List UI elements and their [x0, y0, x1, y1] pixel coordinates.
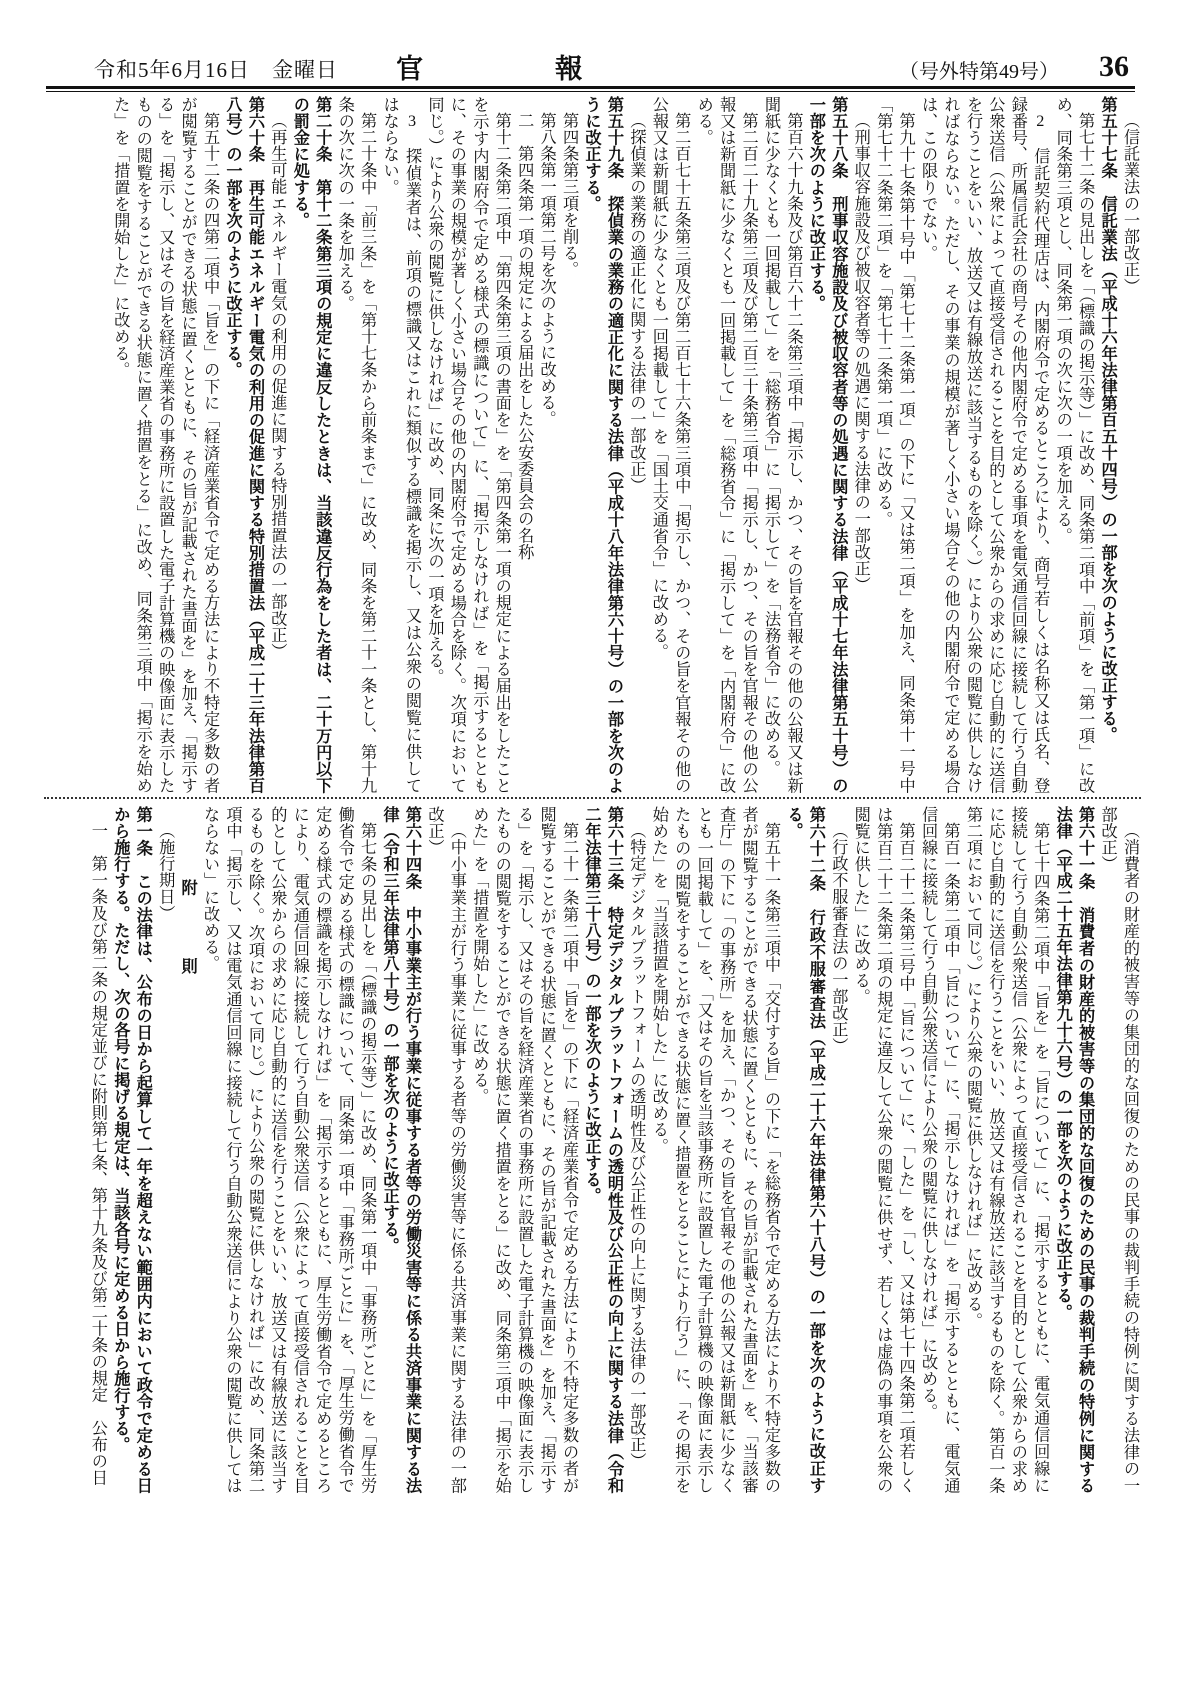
bottom-text-block	[44, 806, 1141, 1494]
bottom-paragraph: 第六十四条 中小事業主が行う事業に従事する者等の労働災害等に係る共済事業に関する法律（令和三年法律第八十号）の一部を次のように改正する。	[380, 806, 421, 1494]
bottom-paragraph: 第一条 この法律は、公布の日から起算して一年を超えない範囲内において政令で定める日から施行する。ただし、次の各号に掲げる規定は、当該各号に定める日から施行する。	[111, 806, 152, 1494]
bottom-paragraph: 第七十四条第二項中「旨を」を「旨について」に、「掲示するとともに、電気通信回線に接続して行う自動公衆送信（公衆によって直接受信されることを目的として公衆からの求めに応じ自動的に送信を行うことをいい、放送又は有線放送に該当するものを除く。第百一条第二項において同じ。）により公衆の閲覧に供しなければ」に改める。	[963, 806, 1050, 1494]
bottom-paragraph: （特定デジタルプラットフォームの透明性及び公正性の向上に関する法律の一部改正）	[627, 822, 646, 1470]
top-paragraph: （刑事収容施設及び被収容者等の処遇に関する法律の一部改正）	[851, 112, 870, 594]
top-paragraph: 第二百二十九条第三項及び第二百三十条第三項中「掲示し、かつ、その旨を官報その他の公報又は新聞紙に少なくとも一回掲載して」を「総務省令」に「掲示して」を「内閣府令」に改める。	[694, 96, 758, 794]
section-divider	[44, 797, 1141, 799]
bottom-paragraph: 第百一条第二項中「旨について」に、「掲示しなければ」を「掲示するとともに、電気通信回線に接続して行う自動公衆送信により公衆の閲覧に供しなければ」に改める。	[919, 806, 960, 1494]
top-paragraph: （探偵業の業務の適正化に関する法律の一部改正）	[627, 112, 646, 494]
top-paragraph: 第五十二条の四第二項中「旨を」の下に「経済産業省令で定める方法により不特定多数の者が閲覧することができる状態に置くとともに、その旨が記載された書面を」を加え、「掲示する」を「掲示し、又はその旨を経済産業省の事務所に設置した電子計算機の映像面に表示したものの閲覧をすることができる状態に置く措置をとる」に改め、同条第三項中「掲示を始めた」を「措置を開始した」に改める。	[111, 96, 220, 794]
bottom-paragraph: 一 第一条及び第二条の規定並びに附則第七条、第十九条及び第二十条の規定 公布の日	[88, 822, 107, 1487]
bottom-paragraph: 第六十二条 行政不服審査法（平成二十六年法律第六十八号）の一部を次のように改正する。	[784, 806, 825, 1494]
top-paragraph: 第八条第一項第二号を次のように改める。	[537, 112, 556, 428]
top-paragraph: 第二十条 第十二条第三項の規定に違反したときは、当該違反行為をした者は、二十万円以下の罰金に処する。	[290, 96, 332, 794]
bottom-paragraph: 第二十一条第二項中「旨を」の下に「経済産業省令で定める方法により不特定多数の者が閲覧することができる状態に置くとともに、その旨が記載された書面を」を加え、「掲示する」を「掲示し、又はその旨を経済産業省の事務所に設置した電子計算機の映像面に表示したものの閲覧をすることができる状態に置く措置をとる」に改め、同条第三項中「掲示を始めた」を「措置を開始した」に改める。	[470, 806, 579, 1494]
top-text-block	[44, 96, 1141, 794]
top-paragraph: 2 信託契約代理店は、内閣府令で定めるところにより、商号若しくは名称又は氏名、登録番号、所属信託会社の商号その他内閣府令で定める事項を電気通信回線に接続して行う自動公衆送信（公衆によって直接受信されることを目的として公衆からの求めに応じ自動的に送信を行うことをいい、放送又は有線放送に該当するものを除く。）により公衆の閲覧に供しなければならない。ただし、その事業の規模が著しく小さい場合その他の内閣府令で定める場合は、この限りでない。	[919, 96, 1050, 794]
bottom-paragraph: 第六十一条 消費者の財産的被害等の集団的な回復のための民事の裁判手続の特例に関する法律（平成二十五年法律第九十六号）の一部を次のように改正する。	[1053, 806, 1095, 1494]
top-paragraph: 第五十九条 探偵業の業務の適正化に関する法律（平成十八年法律第六十号）の一部を次のように改正する。	[582, 96, 623, 794]
bottom-paragraph: 第七条の見出しを「（標識の掲示等）」に改め、同条第一項中「事務所ごとに」を「厚生労働省令で定める様式の標識について、同条第一項中「事務所ごとに」を、「厚生労働省令で定める様式の標識を掲示しなければ」を「掲示するとともに、厚生労働省令で定めるところにより、電気通信回線に接続して行う自動公衆送信（公衆によって直接受信されることを目的として公衆からの求めに応じ自動的に送信を行うことをいい、放送又は有線放送に該当するものを除く。次項において同じ。）により公衆の閲覧に供しなければ」に改め、同条第二項中「掲示し、又は電気通信回線に接続して行う自動公衆送信により公衆の閲覧に供してはならない」に改める。	[201, 806, 377, 1494]
gazette-title: 官 報	[396, 54, 608, 84]
masthead	[46, 38, 1135, 84]
bottom-paragraph: （施行期日）	[156, 822, 175, 922]
top-paragraph: 第百六十九条及び第百六十二条第三項中「掲示し、かつ、その旨を官報その他の公報又は新聞紙に少なくとも一回掲載して」を「総務省令」に「掲示して」を「法務省令」に改める。	[762, 96, 803, 794]
bottom-paragraph: （行政不服審査法の一部改正）	[829, 822, 848, 1055]
top-paragraph: 第四条第三項を削る。	[560, 112, 579, 279]
top-paragraph: 二 第四条第一項の規定による届出をした公安委員会の名称	[515, 112, 534, 561]
top-paragraph: （再生可能エネルギー電気の利用の促進に関する特別措置法の一部改正）	[268, 112, 287, 660]
top-paragraph: 第九十七条第十号中「第七十二条第一項」の下に「又は第二項」を加え、同条第十一号中「第七十二条第二項」を「第七十二条第一項」に改める。	[874, 96, 915, 794]
bottom-paragraph: 第百二十二条第三号中「旨について」に、「した」を「し、又は第七十四条第二項若しくは第百二十二条第二項の規定に違反して公衆の閲覧に供せず、若しくは虚偽の事項を公衆の閲覧に供した」に改める。	[851, 806, 915, 1494]
bottom-paragraph: （中小事業主が行う事業に従事する者等の労働災害等に係る共済事業に関する法律の一部改正）	[425, 806, 466, 1494]
bottom-paragraph: 第五十一条第三項中「交付する旨」の下に「を総務省令で定める方法により不特定多数の者が閲覧することができる状態に置くとともに、その旨が記載された書面を」を、「当該審査庁」の下に「の事務所」を加え、「かつ、その旨を官報その他の公報又は新聞紙に少なくとも一回掲載して」を、「又はその旨を当該事務所に設置した電子計算機の映像面に表示したものの閲覧をすることができる状態に置く措置をとることにより行う」に、「その掲示を始めた」を「当該措置を開始した」に改める。	[649, 806, 780, 1494]
top-paragraph: 第六十条 再生可能エネルギー電気の利用の促進に関する特別措置法（平成二十三年法律第百八号）の一部を次のように改正する。	[223, 96, 264, 794]
bottom-paragraph: 附 則	[178, 878, 197, 984]
bottom-paragraph: （消費者の財産的被害等の集団的な回復のための民事の裁判手続の特例に関する法律の一部改正）	[1098, 806, 1139, 1494]
issue-number: （号外特第49号）	[899, 61, 1059, 83]
top-paragraph: 第二百七十五条第三項及び第二百七十六条第三項中「掲示し、かつ、その旨を官報その他の公報又は新聞紙に少なくとも一回掲載して」を「国土交通省令」に改める。	[649, 96, 691, 794]
page-number: 36	[1099, 50, 1129, 83]
top-paragraph: （信託業法の一部改正）	[1121, 112, 1139, 295]
header-divider	[46, 86, 1135, 92]
top-paragraph: 第五十八条 刑事収容施設及び被収容者等の処遇に関する法律（平成十七年法律第五十号）の一部を次のように改正する。	[806, 96, 848, 794]
top-paragraph: 第五十七条 信託業法（平成十六年法律第百五十四号）の一部を次のように改正する。	[1098, 96, 1117, 744]
top-paragraph: 第二十条中「前三条」を「第十七条から前条まで」に改め、同条を第二十一条とし、第十九条の次に次の一条を加える。	[335, 96, 377, 794]
top-paragraph: 第十二条第二項中「第四条第三項の書面を」を「第四条第一項の規定による届出をしたことを示す内閣府令で定める様式の標識について」に、「掲示しなければ」を「掲示するとともに、その事業の規模が著しく小さい場合その他の内閣府令で定める場合を除く。次項において同じ。）により公衆の閲覧に供しなければ」に改め、同条に次の一項を加える。	[425, 96, 511, 794]
top-paragraph: 3 探偵業者は、前項の標識又はこれに類似する標識を掲示し、又は公衆の閲覧に供してはならない。	[380, 96, 421, 794]
publication-date: 令和5年6月16日 金曜日	[94, 58, 338, 82]
top-paragraph: 第七十二条の見出しを「（標識の掲示等）」に改め、同条第二項中「前項」を「第一項」に改め、同条第三項とし、同条第一項の次に次の一項を加える。	[1053, 96, 1095, 794]
bottom-paragraph: 第六十三条 特定デジタルプラットフォームの透明性及び公正性の向上に関する法律（令和二年法律第三十八号）の一部を次のように改正する。	[582, 806, 623, 1494]
